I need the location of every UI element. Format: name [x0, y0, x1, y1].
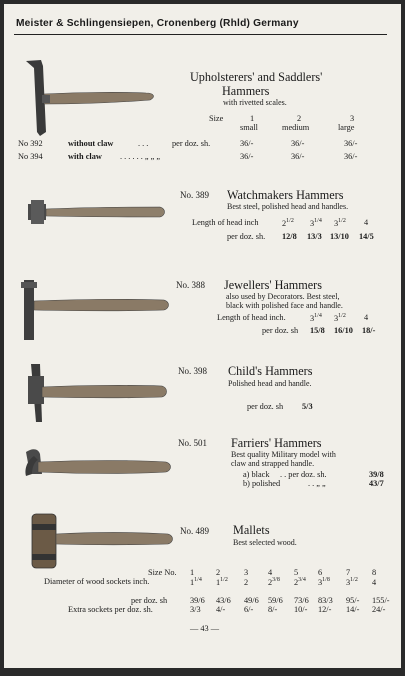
mallets-extras-4: 8/- [268, 605, 278, 614]
farriers-option-a-label: a) black [243, 470, 270, 479]
jewellers-line2: black with polished face and handle. [226, 301, 343, 310]
jewellers-length-1: $3^{1/4}$ [310, 313, 322, 323]
watchmakers-price-4: 14/5 [359, 232, 374, 241]
watchmakers-price-1: 12/8 [282, 232, 297, 241]
mallet-image [32, 514, 173, 568]
row-392-price-1: 36/- [240, 139, 254, 148]
mallets-extra-label: Extra sockets per doz. sh. [68, 605, 153, 614]
mallets-prices-6: 83/3 [318, 596, 333, 605]
farriers-hammer-image [25, 449, 170, 476]
row-392-desc: without claw [68, 139, 114, 148]
jewellers-line1: also used by Decorators. Best steel, [226, 292, 340, 301]
row-394-price-1: 36/- [240, 152, 254, 161]
catalog-page [4, 4, 401, 668]
size-num-1: 1 [250, 114, 255, 123]
mallets-sizes-8: 8 [372, 568, 377, 577]
row-392-dots: . . . [138, 139, 149, 148]
size-num-3: 3 [350, 114, 355, 123]
mallets-no: No. 489 [180, 526, 209, 536]
farriers-title: Farriers' Hammers [231, 436, 322, 450]
mallets-diameters-2: $1^{1/2}$ [216, 577, 228, 587]
mallets-sizes-1: 1 [190, 568, 195, 577]
childs-price-label: per doz. sh [247, 402, 284, 411]
row-394-desc: with claw [68, 152, 102, 161]
farriers-option-a-price: 39/8 [369, 470, 384, 479]
mallets-prices-3: 49/6 [244, 596, 259, 605]
farriers-option-a-dots: . . per doz. sh. [280, 470, 327, 479]
mallets-size-label: Size No. [148, 568, 177, 577]
farriers-option-b-label: b) polished [243, 479, 281, 488]
size-name-3: large [338, 123, 355, 132]
watchmakers-title: Watchmakers Hammers [227, 188, 344, 202]
mallets-extras-3: 6/- [244, 605, 254, 614]
watchmakers-length-3: $3^{1/2}$ [334, 218, 346, 228]
farriers-option-b-dots: . . „ „ [308, 479, 326, 488]
jewellers-price-label: per doz. sh [262, 326, 299, 335]
mallets-price-label: per doz. sh [131, 596, 168, 605]
mallets-diameters-8: 4 [372, 577, 377, 587]
upholsterers-title-2: Hammers [222, 84, 270, 98]
page-number: — 43 — [190, 624, 220, 633]
watchmakers-length-4: 4 [364, 218, 369, 227]
childs-hammer-image [28, 364, 167, 422]
upholsterers-title: Upholsterers' and Saddlers' [190, 70, 323, 84]
mallets-sizes-7: 7 [346, 568, 351, 577]
mallets-prices-4: 59/6 [268, 596, 283, 605]
mallets-diameters-7: $3^{1/2}$ [346, 577, 358, 587]
watchmakers-subtitle: Best steel, polished head and handles. [227, 202, 349, 211]
row-392-unit: per doz. sh. [172, 139, 211, 148]
farriers-line2: claw and strapped handle. [231, 459, 315, 468]
watchmakers-price-label: per doz. sh. [227, 232, 266, 241]
mallets-diameters-3: 2 [244, 577, 249, 587]
mallets-diameters-4: $2^{3/8}$ [268, 577, 280, 587]
mallets-extras-5: 10/- [294, 605, 308, 614]
mallets-prices-5: 73/6 [294, 596, 309, 605]
childs-subtitle: Polished head and handle. [228, 379, 312, 388]
page-header: Meister & Schlingensiepen, Cronenberg (Rhld) Germany [16, 18, 299, 29]
mallets-sizes-5: 5 [294, 568, 299, 577]
upholsterers-hammer-image [26, 60, 153, 136]
size-num-2: 2 [297, 114, 302, 123]
childs-no: No. 398 [178, 366, 207, 376]
watchmakers-hammer-image [28, 200, 165, 224]
jewellers-price-1: 15/8 [310, 326, 325, 335]
mallets-extras-8: 24/- [372, 605, 386, 614]
mallets-prices-2: 43/6 [216, 596, 231, 605]
row-392-no: No 392 [18, 139, 43, 148]
mallets-extras-1: 3/3 [190, 605, 201, 614]
mallets-diam-label: Diameter of wood sockets inch. [44, 577, 150, 586]
row-392-price-3: 36/- [344, 139, 358, 148]
childs-title: Child's Hammers [228, 364, 313, 378]
size-name-1: small [240, 123, 258, 132]
jewellers-length-label: Length of head inch. [217, 313, 286, 322]
watchmakers-length-1: $2^{1/2}$ [282, 218, 294, 228]
jewellers-hammer-image [21, 280, 169, 340]
mallets-sizes-2: 2 [216, 568, 221, 577]
mallets-extras-7: 14/- [346, 605, 360, 614]
watchmakers-no: No. 389 [180, 190, 209, 200]
jewellers-length-3: 4 [364, 313, 369, 322]
row-392-price-2: 36/- [291, 139, 305, 148]
mallets-diameters-1: $1^{1/4}$ [190, 577, 202, 587]
jewellers-length-2: $3^{1/2}$ [334, 313, 346, 323]
jewellers-price-3: 18/- [362, 326, 376, 335]
size-name-2: medium [282, 123, 310, 132]
watchmakers-length-label: Length of head inch [192, 218, 259, 227]
upholsterers-subtitle: with rivetted scales. [223, 98, 287, 107]
mallets-diameters-6: $3^{1/8}$ [318, 577, 330, 587]
row-394-price-3: 36/- [344, 152, 358, 161]
watchmakers-price-2: 13/3 [307, 232, 322, 241]
size-label: Size [209, 114, 224, 123]
jewellers-title: Jewellers' Hammers [224, 278, 322, 292]
mallets-extras-2: 4/- [216, 605, 226, 614]
tool-illustrations [4, 4, 401, 668]
row-394-price-2: 36/- [291, 152, 305, 161]
jewellers-no: No. 388 [176, 280, 205, 290]
row-394-dots: . . . . . . „ „ „ [120, 152, 161, 161]
farriers-option-b-price: 43/7 [369, 479, 384, 488]
farriers-no: No. 501 [178, 438, 207, 448]
mallets-prices-7: 95/- [346, 596, 360, 605]
watchmakers-price-3: 13/10 [330, 232, 349, 241]
mallets-prices-1: 39/6 [190, 596, 205, 605]
mallets-extras-6: 12/- [318, 605, 332, 614]
row-394-no: No 394 [18, 152, 43, 161]
mallets-sizes-3: 3 [244, 568, 249, 577]
mallets-subtitle: Best selected wood. [233, 538, 297, 547]
watchmakers-length-2: $3^{1/4}$ [310, 218, 322, 228]
mallets-title: Mallets [233, 523, 270, 537]
mallets-sizes-4: 4 [268, 568, 273, 577]
farriers-line1: Best quality Military model with [231, 450, 336, 459]
mallets-prices-8: 155/- [372, 596, 390, 605]
childs-price: 5/3 [302, 402, 313, 411]
jewellers-price-2: 16/10 [334, 326, 353, 335]
mallets-sizes-6: 6 [318, 568, 323, 577]
mallets-diameters-5: $2^{3/4}$ [294, 577, 306, 587]
